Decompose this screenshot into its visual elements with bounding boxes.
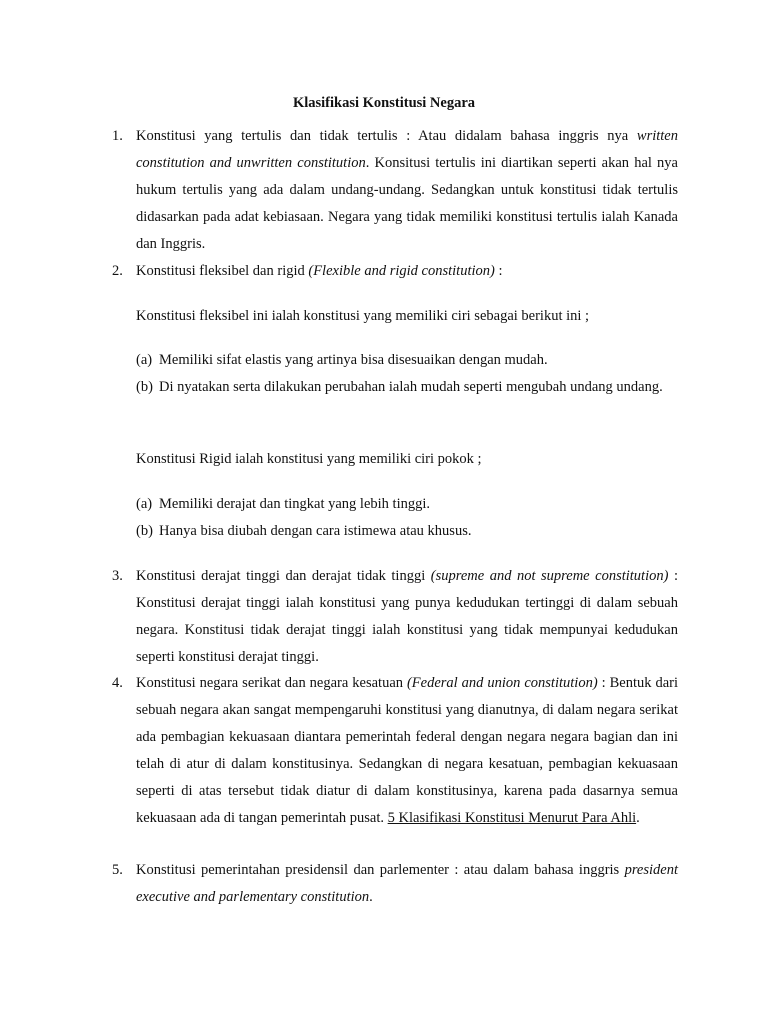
item-text: Konstitusi yang tertulis dan tidak tertulis : Atau didalam bahasa inggris nya <box>136 128 637 144</box>
item-text: Konstitusi negara serikat dan negara kesatuan <box>136 675 407 691</box>
item-text: . Konsitusi tertulis ini diartikan seperti akan hal nya hukum tertulis yang ada dalam undang-undang. Sedangkan untuk konstitusi tidak tertulis didasarkan pada adat kebiasaan. Negara yang tidak memiliki konstitusi tertulis ialah Kanada dan Inggris. <box>136 155 678 252</box>
item-italic-term: (Federal and union constitution) <box>406 675 598 691</box>
flexible-intro: Konstitusi fleksibel ini ialah konstitusi yang memiliki ciri sebagai berikut ini ; <box>136 308 590 324</box>
item-text: Konstitusi derajat tinggi dan derajat tidak tinggi <box>136 568 431 584</box>
sub-point-text: Memiliki derajat dan tingkat yang lebih tinggi. <box>159 496 431 512</box>
item-4-paragraph <box>136 670 678 832</box>
sub-point-text: Hanya bisa diubah dengan cara istimewa atau khusus. <box>159 523 472 539</box>
item-number: 1. <box>112 128 123 144</box>
item-text: Konstitusi fleksibel dan rigid <box>136 263 309 279</box>
rigid-intro: Konstitusi Rigid ialah konstitusi yang memiliki ciri pokok ; <box>136 451 482 467</box>
item-1-paragraph <box>136 123 678 258</box>
item-3-paragraph <box>136 563 678 671</box>
sub-point-letter: (b) <box>136 523 153 539</box>
related-article-link[interactable]: 5 Klasifikasi Konstitusi Menurut Para Ahli <box>387 810 637 826</box>
sub-point-letter: (a) <box>136 496 153 512</box>
item-text: : <box>494 263 503 279</box>
item-5-paragraph <box>136 857 678 911</box>
item-number: 4. <box>112 675 123 691</box>
sub-point-text: Memiliki sifat elastis yang artinya bisa disesuaikan dengan mudah. <box>159 352 548 368</box>
item-text: : Bentuk dari sebuah negara akan sangat mempengaruhi konstitusi yang dianutnya, di dalam negara serikat ada pembagian kekuasaan diantara pemerintah federal dengan negara negara bagian dan ini telah di atur di dalam konstitusinya. Sedangkan di negara kesatuan, pembagian kekuasaan seperti di atas tersebut tidak diatur di dalam konstitusinya, karena pada dasarnya semua kekuasaan ada di tangan pemerintah pusat. <box>136 675 678 826</box>
item-text: Konstitusi pemerintahan presidensil dan parlementer : atau dalam bahasa inggris <box>136 862 625 878</box>
item-italic-term: (supreme and not supreme constitution) <box>430 568 669 584</box>
item-italic-term: president executive and parlementary constitution <box>136 862 678 905</box>
item-number: 2. <box>112 263 123 279</box>
item-text: : Konstitusi derajat tinggi ialah konstitusi yang punya kedudukan tertinggi di dalam sebuah negara. Konstitusi tidak derajat tinggi ialah konstitusi yang tidak mempunyai kedudukan seperti konstitusi derajat tinggi. <box>136 568 679 665</box>
sub-point-text: Di nyatakan serta dilakukan perubahan ialah mudah seperti mengubah undang undang. <box>159 379 663 395</box>
item-italic-term: (Flexible and rigid constitution) <box>308 263 495 279</box>
item-number: 3. <box>112 568 123 584</box>
document-title: Klasifikasi Konstitusi Negara <box>292 95 476 111</box>
item-text: . <box>636 810 640 826</box>
item-italic-term: written constitution and unwritten constitution <box>136 128 678 171</box>
item-text: . <box>369 889 373 905</box>
sub-point-letter: (b) <box>136 379 153 395</box>
item-2-heading <box>136 258 678 285</box>
sub-point-letter: (a) <box>136 352 153 368</box>
item-number: 5. <box>112 862 123 878</box>
